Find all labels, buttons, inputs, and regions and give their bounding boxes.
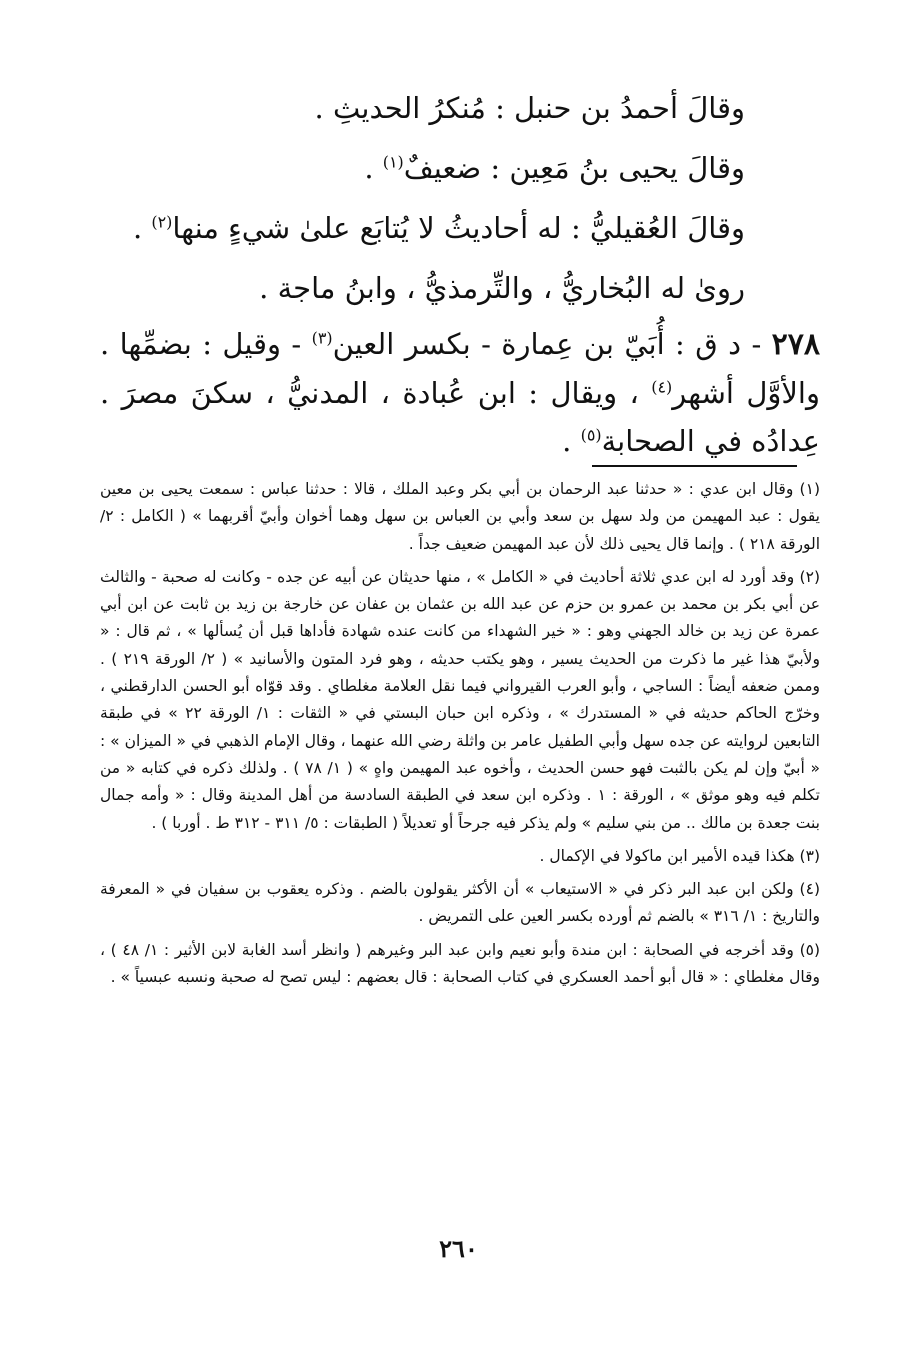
footnote-3: (٣) هكذا قيده الأمير ابن ماكولا في الإكمال . [539, 846, 820, 865]
entry-codes: - د ق : [664, 327, 772, 361]
page-number: ٢٦٠ [439, 1234, 478, 1263]
entry-text-1: أُبَيّ بن عِمارة - بكسر العين [332, 327, 665, 361]
footnote-ref-2: (٢) [151, 212, 173, 232]
main-line-3-text: وقالَ العُقيليُّ : له أحاديثُ لا يُتابَع علىٰ شيءٍ منها [172, 211, 745, 245]
footnote-ref-1: (١) [382, 152, 404, 172]
footnote-separator [592, 465, 797, 467]
entry-text-4: . [562, 424, 581, 458]
main-line-3-end: . [132, 211, 152, 245]
main-line-2-end: . [364, 151, 383, 185]
footnote-1: (١) وقال ابن عدي : « حدثنا عبد الرحمان بن أبي بكر وعبد الملك ، قالا : حدثنا عباس : سمعت يحيى بن معين يقول : عبد المهيمن من ولد سهل بن سعد وأبي بن العباس بن سهل وهما أخوان وأبيّ أقربهما » ( الكامل : ٢/ الورقة ٢١٨ ) . وإنما قال يحيى ذلك لأن عبد المهيمن ضعيف جداً . [100, 480, 820, 553]
biography-entry [100, 320, 820, 465]
entry-text-3: ، ويقال : ابن عُبادة ، المدنيُّ ، سكنَ مصرَ . عِدادُه في الصحابة [100, 376, 820, 458]
footnote-2: (٢) وقد أورد له ابن عدي ثلاثة أحاديث في « الكامل » ، منها حديثان عن أبيه عن جده - وكانت له صحبة - والثالث عن أبي بكر بن محمد بن عمرو بن حزم عن عبد الله بن عثمان بن عفان عن خارجة بن زيد بن ثابت عن ابن أبي عمرة عن زيد بن خالد الجهني وهو : « خير الشهداء من كانت عنده شهادة فأداها قبل أن يُسألها » ، ثم قال : « ولأبيّ هذا غير ما ذكرت من الحديث يسير ، وهو يكتب حديثه ، وهو فرد المتون والأسانيد » ( ٢/ الورقة ٢١٩ ) . وممن ضعفه أيضاً : الساجي ، وأبو العرب القيرواني فيما نقل العلامة مغلطاي . وقد قوّاه أبو الحسن الدارقطني ، وخرّج الحاكم حديثه في « المستدرك » ، وذكره ابن حبان البستي في « الثقات : ١/ الورقة ٢٢ » في طبقة التابعين لروايته عن جده سهل وأبي الطفيل عامر بن واثلة رضي الله عنهما ، وقال الإمام الذهبي في « الميزان » : « أبيّ وإن لم يكن بالثبت فهو حسن الحديث ، وأخوه عبد المهيمن واهٍ » ( ١/ ٧٨ ) . ولذلك ذكره في كتابه « من تكلم فيه وهو موثق » ، الورقة : ١ . وذكره ابن سعد في الطبقة السادسة من أهل المدينة وقال : « وأمه جمال بنت جعدة بن مالك .. من بني سليم » ولم يذكر فيه جرحاً أو تعديلاً ( الطبقات : ٥/ ٣١١ - ٣١٢ ط . أوربا ) . [100, 567, 820, 832]
entry-text-2: - وقيل : بضمِّها . والأوَّل أشهر [100, 327, 820, 410]
main-line-2 [100, 138, 745, 198]
main-line-1 [100, 78, 745, 138]
footnote-4: (٤) ولكن ابن عبد البر ذكر في « الاستيعاب » أن الأكثر يقولون بالضم . وذكره يعقوب بن سفيان في « المعرفة والتاريخ : ١/ ٣١٦ » بالضم ثم أورده بكسر العين على التمريض . [100, 880, 820, 926]
footnote-ref-3: (٣) [311, 328, 333, 348]
footnote-ref-4: (٤) [651, 377, 673, 397]
main-line-4 [100, 258, 745, 318]
footnotes [100, 476, 820, 997]
main-line-1-text: وقالَ أحمدُ بن حنبل : مُنكرُ الحديثِ . [314, 91, 745, 125]
main-line-3 [100, 198, 745, 258]
main-line-4-text: رویٰ له البُخاريُّ ، والتِّرمذيُّ ، وابنُ ماجة . [259, 271, 745, 305]
footnote-5: (٥) وقد أخرجه في الصحابة : ابن مندة وأبو نعيم وابن عبد البر وغيرهم ( وانظر أسد الغابة لابن الأثير : ١/ ٤٨ ) ، وقال مغلطاي : « قال أبو أحمد العسكري في كتاب الصحابة : قال بعضهم : ليس تصح له صحبة ونسبه عبسياً » . [100, 940, 821, 987]
main-text [100, 78, 745, 318]
entry-number: ٢٧٨ [771, 327, 820, 362]
main-line-2-text: وقالَ يحيى بنُ مَعِين : ضعيفٌ [403, 151, 745, 185]
footnote-ref-5: (٥) [580, 425, 602, 445]
